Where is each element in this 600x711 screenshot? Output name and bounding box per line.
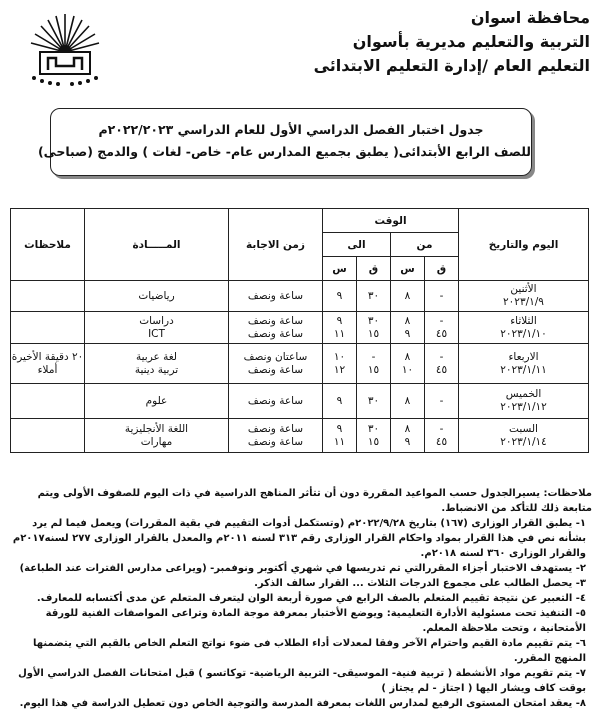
from-hour-cell: ٨ (391, 281, 425, 312)
day-cell (459, 419, 589, 453)
note-item: ٧- يتم تقويم مواد الأنشطة ( تربية فنية- الموسيقى- التربية الرياضية- توكاتسو ) قبل امتحانات الفصل الدراسي الأول بوقت كاف ويشار اليها ( اجتاز - لم يجتاز ) (18, 668, 586, 694)
header-from-minute: ق (425, 257, 459, 281)
to-hour-cell: ٩ ١١ (323, 419, 357, 453)
note-item: ٦- يتم تقييم مادة القيم واحترام الآخر وفقا لمعدلات أداء الطلاب فى ضوء نواتج التعلم الخاص بالقيم التي يتضمنها المنهج المقرر. (33, 638, 586, 664)
note-item: ٥- التنفيذ تحت مسئولية الأدارة التعليمية: ويوضع الأختبار بمعرفة موجة المادة وتراعى المواصفات الفنية للورقة الأمتحانية ، وتحت ملاحظة المعلم. (45, 608, 586, 634)
duration-cell: ساعتان ونصف ساعة ونصف (229, 344, 323, 384)
table-row (11, 312, 589, 344)
to-minute-cell: ٣٠ (357, 281, 391, 312)
to-hour-cell: ١٠ ١٢ (323, 344, 357, 384)
header-to-minute: ق (357, 257, 391, 281)
day-name: الاربعاء (508, 350, 539, 363)
duration-cell: ساعة ونصف (229, 281, 323, 312)
day-date: ٢٠٢٣/١/١٢ (500, 401, 547, 413)
header-from-hour: س (391, 257, 425, 281)
subject-cell: دراسات ICT (85, 312, 229, 344)
day-date: ٢٠٢٣/١/٩ (503, 296, 544, 308)
notes-cell (11, 419, 85, 453)
day-date: ٢٠٢٣/١/١١ (500, 363, 547, 376)
day-cell (459, 281, 589, 312)
to-minute-cell: - ١٥ (357, 344, 391, 384)
note-item: ١- يطبق القرار الوزارى (١٦٧) بتاريخ ٢٠٢٢/٩/٢٨م (وتستكمل أدوات التقييم في بقية المقررات) ويعمل فيما لم يرد بشأنه نص في هذا القرار بمواد واحكام القرار الوزارى رقم ٣١٣ لسنه ٢٠١١م والمعدل بالقرار الوزارى ٢٧٧ لسنه٢٠١٧م والقرار الوزارى ٣٦٠ لسنه ٢٠١٨م. (12, 518, 586, 559)
from-minute-cell: - (425, 281, 459, 312)
notes-section (6, 486, 592, 711)
to-hour-cell: ٩ (323, 281, 357, 312)
header-day-date: اليوم والتاريخ (459, 209, 589, 281)
header-time: الوقت (323, 209, 459, 233)
notes-heading: ملاحظات: يسيرالجدول حسب المواعيد المقررة دون أن تتأثر المناهج الدراسية في ذات اليوم للصفوف الأولى ويتم متابعة ذلك للتأكد من الانضباط. (37, 488, 592, 514)
from-minute-cell: - ٤٥ (425, 312, 459, 344)
table-row (11, 384, 589, 419)
administration-name: التعليم العام /إدارة التعليم الابتدائى (313, 56, 590, 75)
to-hour-cell: ٩ ١١ (323, 312, 357, 344)
note-item: ٨- يعقد امتحان المستوى الرفيع لمدارس اللغات بمعرفة المدرسة والتوجية الخاص دون تعطيل الدراسة في هذا اليوم. (19, 698, 586, 709)
to-minute-cell: ٣٠ ١٥ (357, 312, 391, 344)
from-hour-cell: ٨ ٩ (391, 419, 425, 453)
subject-cell: لغة عربية تربية دينية (85, 344, 229, 384)
ministry-logo-icon (22, 8, 108, 90)
note-item: ٤- التعبير عن نتيجة تقييم المتعلم بالصف الرابع في صورة أربعة الوان ليتعرف المتعلم عن مدى أكتسابه للمعارف. (36, 593, 586, 604)
notes-cell (11, 281, 85, 312)
to-hour-cell: ٩ (323, 384, 357, 419)
from-hour-cell: ٨ ٩ (391, 312, 425, 344)
duration-cell: ساعة ونصف (229, 384, 323, 419)
header-from: من (391, 233, 459, 257)
from-minute-cell: - (425, 384, 459, 419)
note-item: ٣- يحصل الطالب على مجموع الدرجات الثلاث ... القرار سالف الذكر. (254, 578, 586, 589)
day-cell (459, 384, 589, 419)
notes-cell (11, 384, 85, 419)
document-header (290, 6, 590, 78)
day-cell (459, 312, 589, 344)
notes-cell: ٢٠ دقيقة الأخيرة أملاء (11, 344, 85, 384)
exam-title: جدول اختبار الفصل الدراسي الأول للعام الدراسي ٢٠٢٢/٢٠٢٣م (98, 122, 484, 137)
to-minute-cell: ٣٠ (357, 384, 391, 419)
exam-schedule-table (10, 208, 589, 453)
exam-subtitle: للصف الرابع الأبتدائى( يطبق بجميع المدارس عام- خاص- لغات ) والدمج (صباحى) (37, 144, 531, 159)
day-date: ٢٠٢٣/١/١٤ (500, 435, 547, 448)
exam-title-box (37, 108, 532, 176)
table-row (11, 344, 589, 384)
header-to: الى (323, 233, 391, 257)
from-hour-cell: ٨ (391, 384, 425, 419)
notes-cell (11, 312, 85, 344)
subject-cell: اللغة الأنجليزية مهارات (85, 419, 229, 453)
table-row (11, 419, 589, 453)
header-notes: ملاحظات (11, 209, 85, 281)
governorate-name: محافظة اسوان (470, 8, 590, 27)
directorate-name: التربية والتعليم مديرية بأسوان (352, 32, 590, 51)
subject-cell: علوم (85, 384, 229, 419)
day-cell (459, 344, 589, 384)
from-minute-cell: - ٤٥ (425, 419, 459, 453)
day-date: ٢٠٢٣/١/١٠ (500, 327, 547, 340)
duration-cell: ساعة ونصف ساعة ونصف (229, 419, 323, 453)
from-hour-cell: ٨ ١٠ (391, 344, 425, 384)
from-minute-cell: - ٤٥ (425, 344, 459, 384)
header-subject: المـــــادة (85, 209, 229, 281)
day-name: الخميس (505, 388, 542, 400)
header-duration: زمن الاجابة (229, 209, 323, 281)
note-item: ٢- يستهدف الاختبار أجزاء المقررالتي تم تدريسها في شهري أكتوبر ونوفمبر- (ويراعى مدارس الفترات عند الطباعة) (19, 563, 586, 574)
day-name: السبت (509, 422, 538, 435)
to-minute-cell: ٣٠ ١٥ (357, 419, 391, 453)
duration-cell: ساعة ونصف ساعة ونصف (229, 312, 323, 344)
header-to-hour: س (323, 257, 357, 281)
table-row (11, 281, 589, 312)
day-name: الأثنين (510, 283, 537, 295)
subject-cell: رياضيات (85, 281, 229, 312)
day-name: الثلاثاء (510, 314, 537, 327)
